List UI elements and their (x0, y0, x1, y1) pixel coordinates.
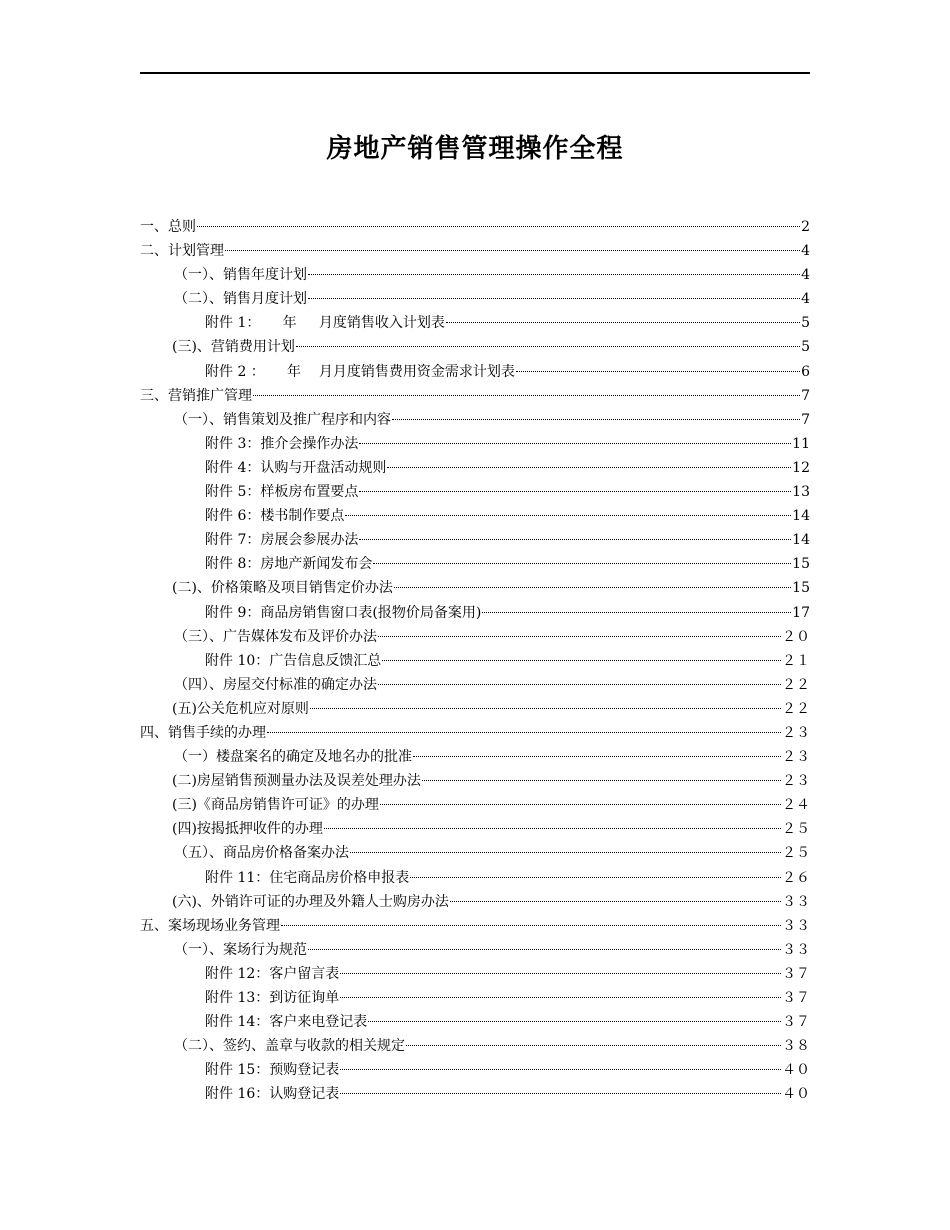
toc-entry-title: 附件 3：推介会操作办法 (205, 435, 359, 452)
toc-dot-leader (324, 828, 781, 829)
toc-entry-title: (五)公关危机应对原则 (172, 700, 309, 717)
toc-page-number: 15 (792, 580, 810, 597)
toc-entry-title: 二、计划管理 (140, 243, 224, 260)
toc-dot-leader (308, 949, 781, 950)
toc-dot-leader (380, 804, 781, 805)
toc-entry[interactable] (140, 938, 810, 962)
toc-entry[interactable] (140, 576, 810, 600)
toc-entry-title: 五、案场现场业务管理 (140, 917, 280, 934)
toc-dot-leader (310, 708, 781, 709)
toc-dot-leader (340, 997, 781, 998)
toc-entry-title: （五）、商品房价格备案办法 (174, 845, 349, 862)
toc-entry[interactable] (140, 649, 810, 673)
toc-entry-title: （一）楼盘案名的确定及地名办的批准 (174, 749, 412, 766)
toc-page-number: 14 (792, 508, 810, 525)
toc-dot-leader (446, 322, 800, 323)
toc-dot-leader (296, 346, 800, 347)
toc-page-number: ３８ (782, 1038, 810, 1055)
toc-entry-title: 四、销售手续的办理 (140, 724, 266, 741)
toc-entry-title: 附件 13：到访征询单 (205, 990, 340, 1006)
toc-entry-title: 附件 10：广告信息反馈汇总 (205, 652, 382, 669)
toc-entry-title: （一）、销售策划及推广程序和内容 (174, 411, 391, 428)
toc-entry-title: 附件 9：商品房销售窗口表(报物价局备案用) (205, 604, 482, 621)
toc-dot-leader (382, 660, 781, 661)
toc-entry[interactable] (140, 1058, 810, 1082)
toc-page-number: 14 (792, 532, 810, 549)
toc-page-number: ２４ (782, 797, 810, 814)
toc-page-number: 5 (801, 339, 810, 356)
toc-dot-leader (387, 467, 791, 468)
toc-entry[interactable] (140, 962, 810, 986)
toc-page-number: ２１ (782, 652, 810, 669)
toc-entry[interactable] (140, 625, 810, 649)
toc-entry-title: 附件 5：样板房布置要点 (205, 484, 359, 501)
toc-entry-title: (三)、营销费用计划 (172, 339, 295, 356)
toc-entry[interactable] (140, 239, 810, 263)
toc-page-number: ２０ (782, 628, 810, 645)
toc-entry-title: (三)《商品房销售许可证》的办理 (172, 797, 379, 814)
toc-page-number: 2 (801, 219, 810, 235)
toc-page-number: 7 (801, 387, 810, 404)
toc-dot-leader (308, 274, 800, 275)
toc-dot-leader (350, 852, 781, 853)
toc-page-number: ２３ (782, 724, 810, 741)
toc-entry[interactable] (140, 456, 810, 480)
toc-entry[interactable] (140, 769, 810, 793)
toc-entry-title: 附件 12：客户留言表 (205, 965, 340, 982)
toc-page-number: 13 (792, 484, 810, 501)
toc-entry-title: （三）、广告媒体发布及评价办法 (174, 628, 377, 645)
toc-page-number: 11 (792, 435, 810, 452)
toc-entry-title: 三、营销推广管理 (140, 387, 252, 404)
toc-page-number: ３７ (782, 965, 810, 982)
table-of-contents (140, 215, 810, 1106)
toc-entry[interactable] (140, 215, 810, 239)
toc-entry-title: （二）、签约、盖章与收款的相关规定 (174, 1038, 405, 1055)
toc-page-number: ２２ (782, 676, 810, 693)
toc-dot-leader (197, 226, 800, 227)
toc-entry[interactable] (140, 311, 810, 335)
toc-entry[interactable] (140, 673, 810, 697)
toc-page-number: 4 (801, 243, 810, 260)
toc-entry-title: 附件 6：楼书制作要点 (205, 508, 345, 525)
toc-entry[interactable] (140, 335, 810, 359)
toc-entry[interactable] (140, 745, 810, 769)
toc-dot-leader (253, 395, 800, 396)
toc-dot-leader (373, 563, 791, 564)
toc-dot-leader (359, 491, 791, 492)
toc-dot-leader (410, 877, 781, 878)
toc-page-number: 6 (801, 363, 810, 380)
toc-entry-title: 附件 1： 年 月度销售收入计划表 (205, 315, 445, 332)
toc-page-number: ４０ (782, 1062, 810, 1079)
toc-page-number: ３３ (782, 893, 810, 910)
toc-entry[interactable] (140, 866, 810, 890)
toc-page-number: ３７ (782, 1014, 810, 1031)
toc-entry-title: (六)、外销许可证的办理及外籍人士购房办法 (172, 893, 449, 910)
toc-page-number: ３７ (782, 990, 810, 1006)
toc-page-number: 15 (792, 556, 810, 573)
toc-entry-title: （一）、案场行为规范 (174, 941, 307, 958)
toc-entry-title: 附件 16：认购登记表 (205, 1086, 340, 1103)
toc-page-number: 12 (792, 459, 810, 476)
toc-entry[interactable] (140, 408, 810, 432)
toc-dot-leader (267, 732, 781, 733)
toc-entry-title: （四）、房屋交付标准的确定办法 (174, 676, 377, 693)
toc-entry[interactable] (140, 890, 810, 914)
toc-entry[interactable] (140, 721, 810, 745)
toc-entry[interactable] (140, 552, 810, 576)
toc-dot-leader (482, 612, 791, 613)
toc-page-number: ４０ (782, 1086, 810, 1103)
toc-dot-leader (516, 371, 800, 372)
toc-entry-title: 一、总则 (140, 219, 196, 235)
toc-dot-leader (340, 1069, 781, 1070)
toc-page-number: 5 (801, 315, 810, 332)
toc-entry-title: 附件 2 ： 年 月月度销售费用资金需求计划表 (205, 363, 515, 380)
toc-page-number: ２３ (782, 773, 810, 790)
toc-page-number: ２３ (782, 749, 810, 766)
toc-entry-title: (二)、价格策略及项目销售定价办法 (172, 580, 393, 597)
toc-entry-title: （二）、销售月度计划 (174, 291, 307, 308)
toc-dot-leader (422, 780, 781, 781)
toc-dot-leader (225, 250, 800, 251)
toc-entry[interactable] (140, 793, 810, 817)
toc-dot-leader (340, 1093, 781, 1094)
toc-dot-leader (450, 901, 781, 902)
toc-entry-title: （一）、销售年度计划 (174, 267, 307, 284)
toc-dot-leader (359, 443, 791, 444)
toc-dot-leader (308, 298, 800, 299)
toc-dot-leader (392, 419, 800, 420)
toc-entry[interactable] (140, 1082, 810, 1106)
toc-entry[interactable] (140, 1010, 810, 1034)
toc-page-number: 7 (801, 411, 810, 428)
toc-entry-title: 附件 4：认购与开盘活动规则 (205, 459, 387, 476)
toc-entry[interactable] (140, 432, 810, 456)
toc-dot-leader (378, 636, 781, 637)
toc-entry-title: 附件 15：预购登记表 (205, 1062, 340, 1079)
toc-entry-title: (四)按揭抵押收件的办理 (172, 821, 323, 838)
toc-entry[interactable] (140, 360, 810, 384)
toc-entry[interactable] (140, 1034, 810, 1058)
toc-dot-leader (281, 925, 781, 926)
header-rule (140, 72, 810, 74)
toc-entry[interactable] (140, 480, 810, 504)
toc-page-number: 4 (801, 267, 810, 284)
toc-entry[interactable] (140, 287, 810, 311)
toc-page-number: 4 (801, 291, 810, 308)
toc-dot-leader (394, 587, 791, 588)
toc-dot-leader (359, 539, 791, 540)
toc-page-number: ２２ (782, 700, 810, 717)
toc-page-number: ３３ (782, 941, 810, 958)
toc-entry[interactable] (140, 914, 810, 938)
toc-page-number: ２５ (782, 845, 810, 862)
toc-entry[interactable] (140, 384, 810, 408)
toc-entry-title: 附件 14：客户来电登记表 (205, 1014, 368, 1031)
toc-entry[interactable] (140, 986, 810, 1010)
toc-dot-leader (406, 1045, 781, 1046)
toc-entry[interactable] (140, 504, 810, 528)
document-title: 房地产销售管理操作全程 (326, 134, 624, 164)
toc-dot-leader (345, 515, 791, 516)
toc-entry[interactable] (140, 601, 810, 625)
toc-dot-leader (378, 684, 781, 685)
toc-page-number: 17 (792, 604, 810, 621)
toc-page-number: ２６ (782, 869, 810, 886)
toc-entry[interactable] (140, 841, 810, 865)
toc-entry[interactable] (140, 817, 810, 841)
toc-entry[interactable] (140, 263, 810, 287)
toc-entry-title: (二)房屋销售预测量办法及误差处理办法 (172, 773, 421, 790)
toc-entry[interactable] (140, 697, 810, 721)
toc-entry-title: 附件 7：房展会参展办法 (205, 532, 359, 549)
toc-entry[interactable] (140, 528, 810, 552)
toc-entry-title: 附件 8：房地产新闻发布会 (205, 556, 373, 573)
toc-dot-leader (413, 756, 781, 757)
toc-dot-leader (368, 1021, 781, 1022)
toc-entry-title: 附件 11：住宅商品房价格申报表 (205, 869, 410, 886)
toc-dot-leader (340, 973, 781, 974)
toc-page-number: ２５ (782, 821, 810, 838)
toc-page-number: ３３ (782, 917, 810, 934)
